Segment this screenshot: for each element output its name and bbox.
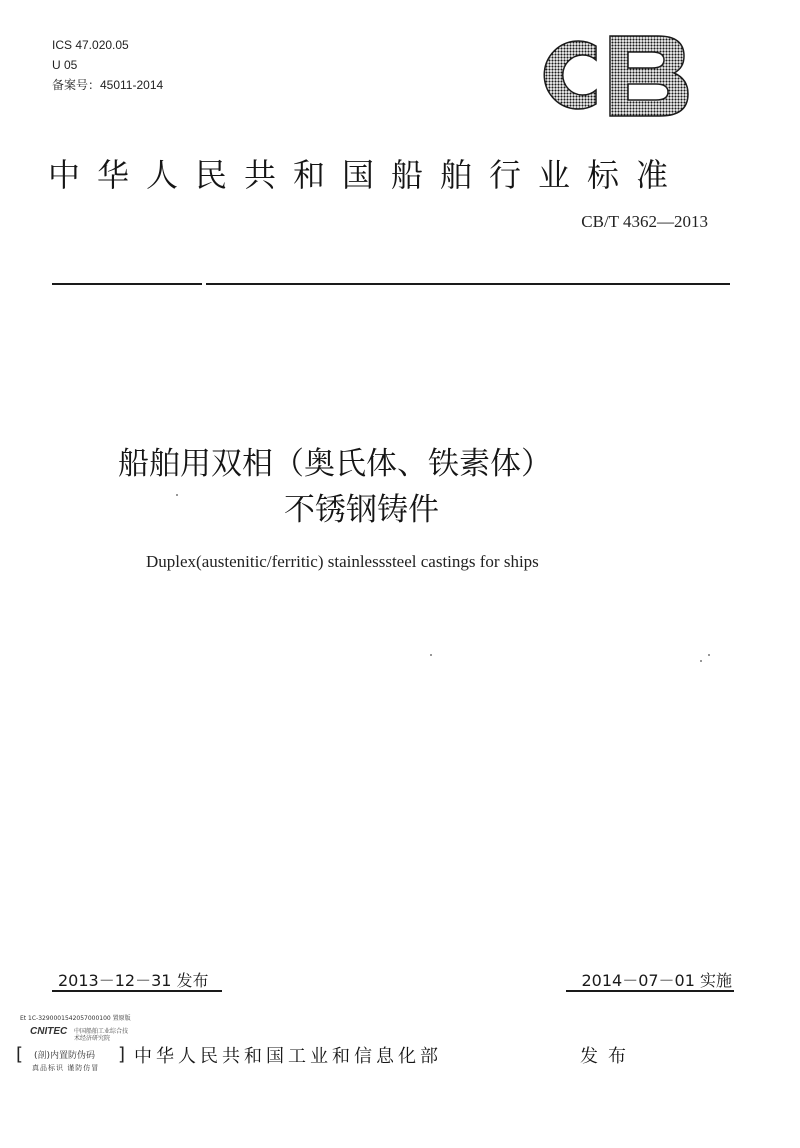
ics-code: ICS 47.020.05 — [52, 38, 129, 52]
issue-date: 2013－12－31 发布 — [58, 971, 209, 990]
cnitec-logo: CNITEC — [30, 1026, 68, 1037]
implementation-date-underline — [566, 990, 734, 992]
publisher: 中华人民共和国工业和信息化部 — [134, 1046, 442, 1067]
document-title-cn-line2: 不锈钢铸件 — [284, 492, 439, 528]
cnitec-note: 中国船舶工业综合技术经济研究院 — [74, 1028, 129, 1042]
implementation-date: 2014－07－01 实施 — [581, 971, 732, 990]
scan-speck — [708, 654, 710, 656]
header-divider-left — [52, 283, 202, 285]
u-code: U 05 — [52, 58, 78, 72]
standard-number: CB/T 4362—2013 — [581, 212, 708, 231]
stamp-bracket-right: ] — [118, 1044, 126, 1065]
stamp-authenticity: 真品标识 谨防仿冒 — [32, 1064, 100, 1072]
standard-title: 中华人民共和国船舶行业标准 — [48, 156, 686, 194]
stamp-bracket-left: [ — [16, 1044, 24, 1065]
publish-label: 发布 — [580, 1046, 636, 1067]
scan-speck — [700, 660, 702, 662]
anti-counterfeit-code: Et 1C-3290001542057000100 置原版 — [20, 1015, 131, 1022]
header-divider-right — [206, 283, 730, 285]
record-number: 备案号：45011-2014 — [52, 78, 164, 92]
scan-speck — [176, 494, 178, 496]
issue-date-underline — [52, 990, 222, 992]
document-title-cn-line1: 船舶用双相（奥氏体、铁素体） — [118, 446, 552, 482]
stamp-built-in-code: (剖)内置防伪码 — [34, 1051, 96, 1061]
cb-logo — [518, 32, 690, 118]
document-title-en: Duplex(austenitic/ferritic) stainlesssteel castings for ships — [146, 552, 539, 571]
scan-speck — [430, 654, 432, 656]
